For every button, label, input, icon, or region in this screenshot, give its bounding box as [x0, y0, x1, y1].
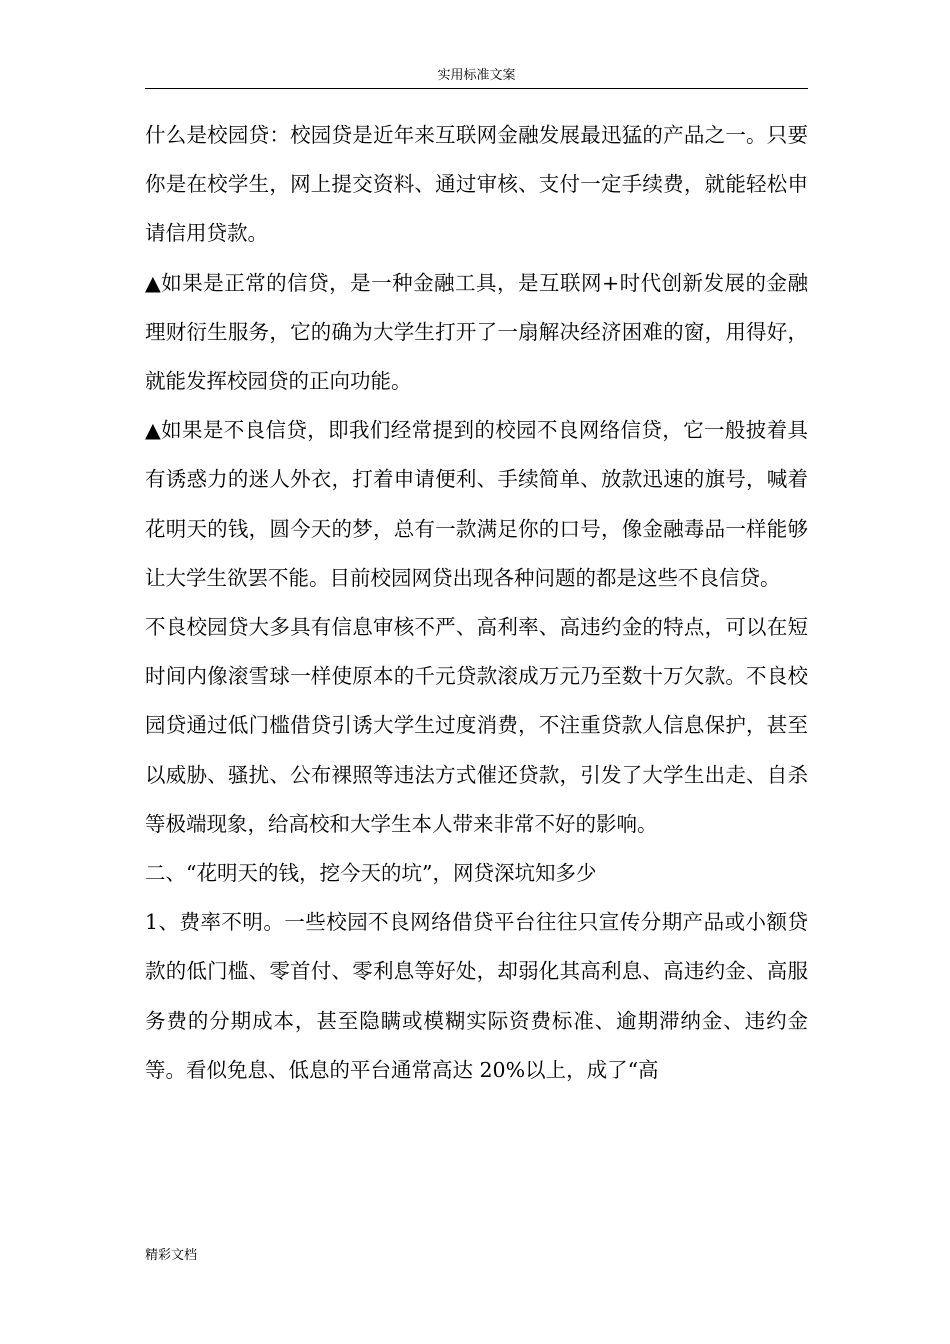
paragraph-bad-credit: ▲如果是不良信贷，即我们经常提到的校园不良网络信贷，它一般披着具有诱惑力的迷人外衣，打着申请便利、手续简单、放款迅速的旗号，喊着花明天的钱，圆今天的梦，总有一款满足你的口号，像金融毒品一样能够让大学生欲罢不能。目前校园网贷出现各种问题的都是这些不良信贷。: [145, 418, 808, 590]
document-body: [145, 111, 808, 1095]
header-divider: [145, 88, 808, 89]
paragraph-intro: 什么是校园贷：校园贷是近年来互联网金融发展最迅猛的产品之一。只要你是在校学生，网上提交资料、通过审核、支付一定手续费，就能轻松申请信用贷款。: [145, 123, 808, 246]
paragraph-bad-credit-features: 不良校园贷大多具有信息审核不严、高利率、高违约金的特点，可以在短时间内像滚雪球一样使原本的千元贷款滚成万元乃至数十万欠款。不良校园贷通过低门槛借贷引诱大学生过度消费，不注重贷款人信息保护，甚至以威胁、骚扰、公布裸照等违法方式催还贷款，引发了大学生出走、自杀等极端现象，给高校和大学生本人带来非常不好的影响。: [145, 615, 808, 836]
page-header: 实用标准文案: [437, 68, 516, 83]
page-footer: 精彩文档: [145, 1248, 198, 1263]
section-heading: 二、“花明天的钱，挖今天的坑”，网贷深坑知多少: [145, 861, 597, 886]
paragraph-fee-unclear: 1、费率不明。一些校园不良网络借贷平台往往只宣传分期产品或小额贷款的低门槛、零首付、零利息等好处，却弱化其高利息、高违约金、高服务费的分期成本，甚至隐瞒或模糊实际资费标准、逾期滞纳金、违约金等。看似免息、低息的平台通常高达 20%以上，成了“高: [145, 910, 808, 1082]
paragraph-normal-credit: ▲如果是正常的信贷，是一种金融工具，是互联网+时代创新发展的金融理财衍生服务，它的确为大学生打开了一扇解决经济困难的窗，用得好，就能发挥校园贷的正向功能。: [145, 270, 808, 394]
